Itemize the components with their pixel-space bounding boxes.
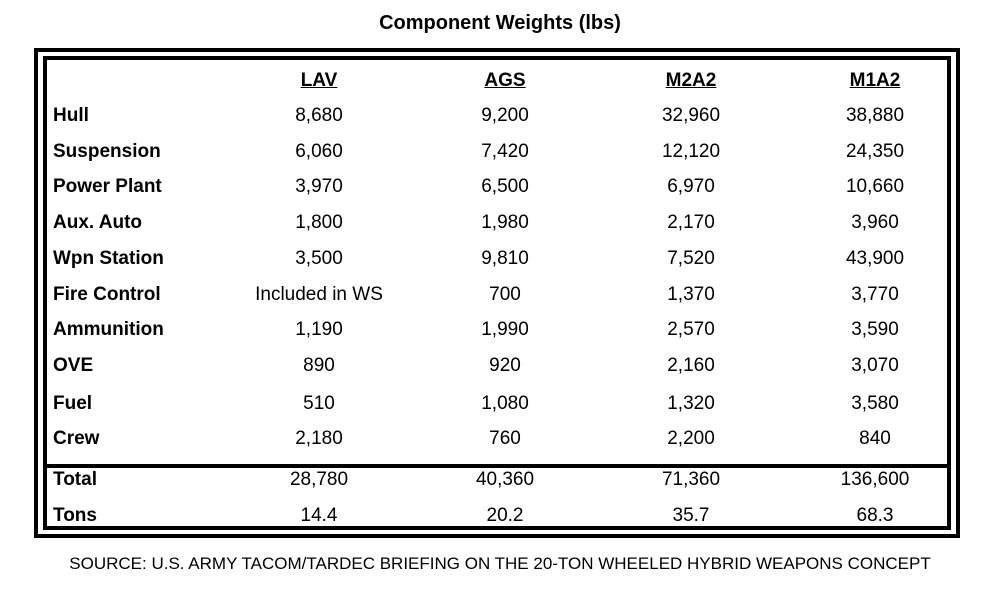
cell-m1a2: 68.3: [856, 505, 894, 526]
table-row-wpn-station: [47, 242, 947, 276]
cell-lav: 1,190: [295, 319, 343, 340]
cell-m2a2: 71,360: [661, 469, 721, 490]
cell-m2a2: 1,320: [667, 393, 715, 414]
table-row-total: [47, 463, 947, 497]
cell-m2a2: 2,200: [667, 428, 715, 449]
cell-m1a2: 3,960: [851, 212, 899, 233]
cell-ags: 9,810: [481, 248, 529, 269]
cell-lav: 6,060: [295, 141, 343, 162]
cell-m1a2: 3,590: [851, 319, 899, 340]
cell-m2a2: 7,520: [667, 248, 715, 269]
row-label: Power Plant: [53, 176, 162, 197]
cell-m1a2: 10,660: [845, 176, 905, 197]
cell-ags: 920: [489, 355, 521, 376]
table-row-ammunition: [47, 313, 947, 347]
cell-lav: Included in WS: [255, 284, 383, 305]
table-row-ove: [47, 349, 947, 383]
cell-m2a2: 35.7: [672, 505, 710, 526]
table-row-suspension: [47, 135, 947, 169]
cell-lav: 510: [303, 393, 335, 414]
row-label: Ammunition: [53, 319, 164, 340]
row-label: Tons: [53, 505, 97, 526]
cell-ags: 1,080: [481, 393, 529, 414]
cell-m2a2: 2,170: [667, 212, 715, 233]
row-label: OVE: [53, 355, 94, 376]
cell-m1a2: 43,900: [845, 248, 905, 269]
cell-lav: 3,500: [295, 248, 343, 269]
row-label: Hull: [53, 105, 89, 126]
table-row-hull: [47, 99, 947, 133]
column-header-ags: AGS: [484, 70, 526, 91]
cell-m1a2: 3,580: [851, 393, 899, 414]
row-label: Crew: [53, 428, 100, 449]
cell-ags: 20.2: [486, 505, 524, 526]
row-label: Total: [53, 469, 97, 490]
table-row-tons: [47, 499, 947, 533]
table-row-fuel: [47, 387, 947, 421]
cell-m1a2: 38,880: [845, 105, 905, 126]
header-row: [47, 64, 947, 98]
cell-m2a2: 1,370: [667, 284, 715, 305]
cell-ags: 760: [489, 428, 521, 449]
source-note: SOURCE: U.S. ARMY TACOM/TARDEC BRIEFING ON THE 20-TON WHEELED HYBRID WEAPONS CONCEPT: [69, 554, 931, 573]
cell-m2a2: 32,960: [661, 105, 721, 126]
cell-ags: 9,200: [481, 105, 529, 126]
cell-lav: 14.4: [300, 505, 338, 526]
table-row-aux-auto: [47, 206, 947, 240]
row-label: Wpn Station: [53, 248, 164, 269]
cell-lav: 8,680: [295, 105, 343, 126]
cell-m1a2: 24,350: [845, 141, 905, 162]
cell-m2a2: 6,970: [667, 176, 715, 197]
cell-m1a2: 136,600: [840, 469, 910, 490]
row-label: Aux. Auto: [53, 212, 143, 233]
cell-m1a2: 840: [859, 428, 891, 449]
table-row-fire-control: [47, 278, 947, 312]
cell-lav: 1,800: [295, 212, 343, 233]
cell-m2a2: 12,120: [661, 141, 721, 162]
column-header-lav: LAV: [300, 70, 338, 91]
column-header-m1a2: M1A2: [849, 70, 901, 91]
cell-m2a2: 2,160: [667, 355, 715, 376]
cell-lav: 2,180: [295, 428, 343, 449]
row-label: Suspension: [53, 141, 161, 162]
cell-ags: 1,990: [481, 319, 529, 340]
table-row-power-plant: [47, 170, 947, 204]
cell-lav: 890: [303, 355, 335, 376]
row-label: Fuel: [53, 393, 93, 414]
cell-lav: 28,780: [289, 469, 349, 490]
cell-ags: 6,500: [481, 176, 529, 197]
cell-ags: 7,420: [481, 141, 529, 162]
cell-ags: 40,360: [475, 469, 535, 490]
cell-m1a2: 3,770: [851, 284, 899, 305]
weights-table-outer-border: [34, 48, 960, 538]
cell-m1a2: 3,070: [851, 355, 899, 376]
cell-ags: 1,980: [481, 212, 529, 233]
weights-table: [43, 56, 951, 530]
cell-m2a2: 2,570: [667, 319, 715, 340]
row-label: Fire Control: [53, 284, 161, 305]
table-row-crew: [47, 422, 947, 456]
column-header-m2a2: M2A2: [665, 70, 717, 91]
table-title: Component Weights (lbs): [379, 12, 621, 34]
cell-lav: 3,970: [295, 176, 343, 197]
cell-ags: 700: [489, 284, 521, 305]
